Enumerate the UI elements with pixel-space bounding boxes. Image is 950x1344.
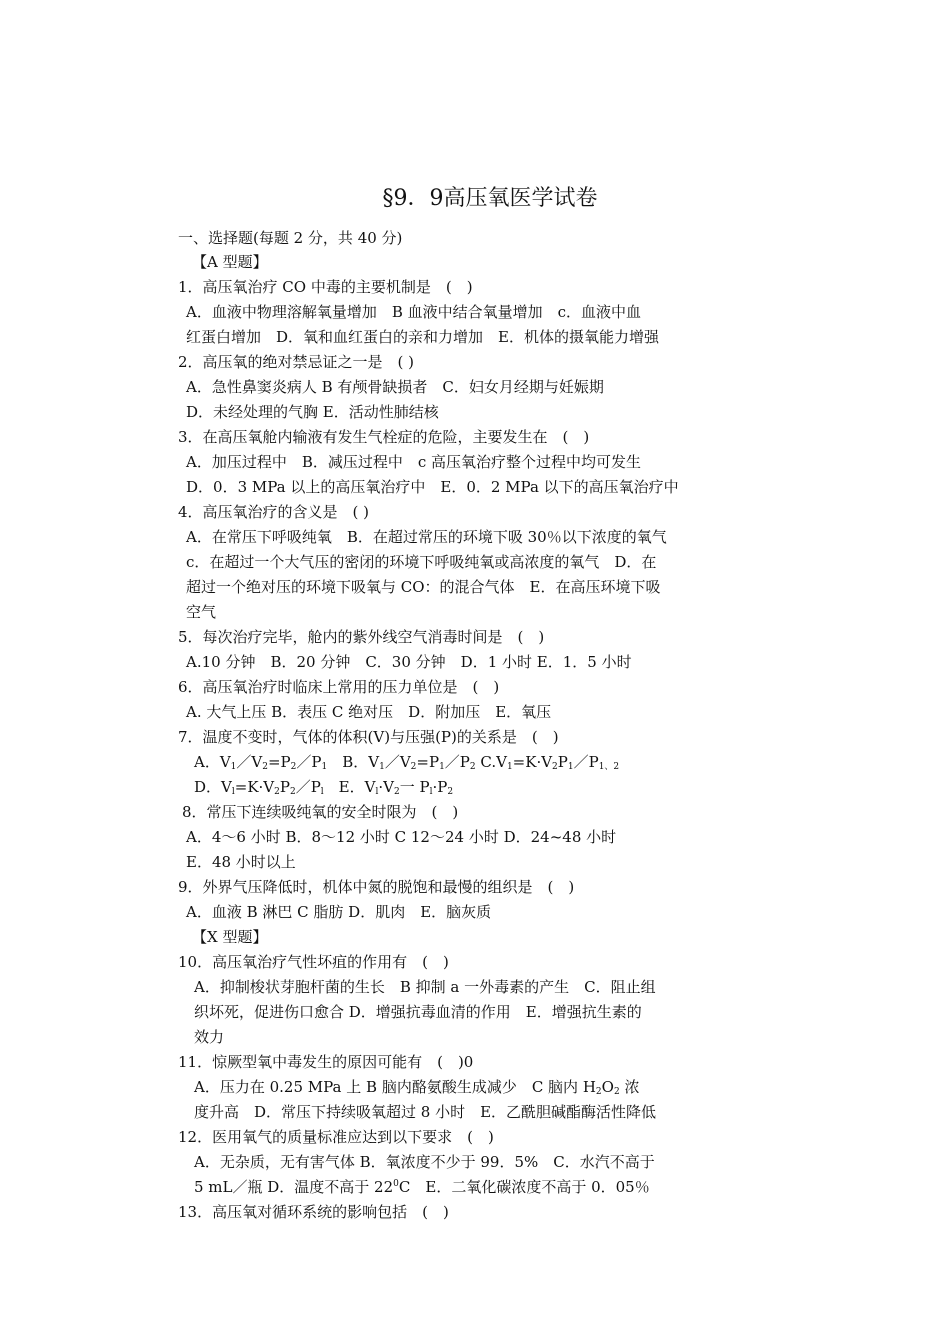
text-line: 5．每次治疗完毕，舱内的紫外线空气消毒时间是 ( ) (178, 628, 545, 646)
text-line: D．0．3 MPa 以上的高压氧治疗中 E．0．2 MPa 以下的高压氧治疗中 (186, 478, 679, 496)
text-line: A．压力在 0.25 MPa 上 B 脑内酪氨酸生成减少 C 脑内 $H_2O_2$ 浓 (194, 1078, 640, 1097)
text-line: 超过一个绝对压的环境下吸氧与 CO：的混合气体 E．在高压环境下吸 (186, 578, 661, 596)
text-line: 红蛋白增加 D．氧和血红蛋白的亲和力增加 E．机体的摄氧能力增强 (186, 328, 659, 346)
text-line: A．4～6 小时 B．8～12 小时 C 12～24 小时 D．24~48 小时 (186, 828, 617, 846)
text-line: A．无杂质，无有害气体 B．氧浓度不少于 99．5% C．水汽不高于 (194, 1153, 655, 1171)
text-line: A．血液中物理溶解氧量增加 B 血液中结合氧量增加 c．血液中血 (186, 303, 642, 321)
text-line: A．在常压下呼吸纯氧 B．在超过常压的环境下吸 30％以下浓度的氧气 (186, 528, 667, 546)
text-line: E．48 小时以上 (186, 853, 296, 871)
text-line: A．急性鼻窦炎病人 B 有颅骨缺损者 C．妇女月经期与妊娠期 (186, 378, 604, 396)
text-line: A．$V_1/V_2=P_2/P_1$ B．$V_1/V_2=P_1/P_2$ $C.V_1=K\cdot V_2P_1/P_{1、2}$ (194, 753, 620, 772)
text-line: 效力 (194, 1028, 225, 1046)
text-line: D．$V_l=K\cdot V_2P_2/P_l$ E．$V_l\cdot V_2$一 $P_l\cdot P_2$ (194, 778, 454, 797)
text-line: A.10 分钟 B．20 分钟 C．30 分钟 D．1 小时 E．1．5 小时 (186, 653, 632, 671)
document-title: §9．9高压氧医学试卷 (382, 186, 598, 211)
text-line: A．血液 B 淋巴 C 脂肪 D．肌肉 E．脑灰质 (186, 903, 492, 921)
text-line: 5 mL／瓶 D．温度不高于 $22^0C$ E．二氧化碳浓度不高于 0．05％ (194, 1178, 650, 1196)
text-line: 织坏死，促进伤口愈合 D．增强抗毒血清的作用 E．增强抗生素的 (194, 1003, 642, 1021)
text-line: 7．温度不变时，气体的体积(V)与压强(P)的关系是 ( ) (178, 728, 559, 746)
text-line: 13．高压氧对循环系统的影响包括 ( ) (178, 1203, 449, 1221)
text-line: c．在超过一个大气压的密闭的环境下呼吸纯氧或高浓度的氧气 D．在 (186, 553, 657, 571)
text-line: 6．高压氧治疗时临床上常用的压力单位是 ( ) (178, 678, 500, 696)
text-line: 一、选择题(每题 2 分，共 40 分) (178, 229, 403, 247)
text-line: 【A 型题】 (192, 253, 268, 271)
text-line: D．未经处理的气胸 E．活动性肺结核 (186, 403, 439, 421)
text-line: 度升高 D．常压下持续吸氧超过 8 小时 E．乙酰胆碱酯酶活性降低 (194, 1103, 657, 1121)
text-line: 1．高压氧治疗 CO 中毒的主要机制是 ( ) (178, 278, 473, 296)
text-line: 12．医用氧气的质量标准应达到以下要求 ( ) (178, 1128, 494, 1146)
text-line: 11．惊厥型氧中毒发生的原因可能有 ( )0 (178, 1053, 474, 1071)
text-line: A. 大气上压 B．表压 C 绝对压 D．附加压 E．氧压 (186, 703, 552, 721)
text-line: 4．高压氧治疗的含义是 ( ) (178, 503, 370, 521)
text-line: 9．外界气压降低时，机体中氮的脱饱和最慢的组织是 ( ) (178, 878, 575, 896)
text-line: 8．常压下连续吸纯氧的安全时限为 ( ) (182, 803, 459, 821)
text-line: A．加压过程中 B．减压过程中 c 高压氧治疗整个过程中均可发生 (186, 453, 642, 471)
text-line: 空气 (186, 603, 217, 621)
text-line: 10．高压氧治疗气性坏疽的作用有 ( ) (178, 953, 449, 971)
text-line: A．抑制梭状芽胞杆菌的生长 B 抑制 a 一外毒素的产生 C．阻止组 (194, 978, 656, 996)
text-line: 【X 型题】 (192, 928, 268, 946)
text-line: 2．高压氧的绝对禁忌证之一是 ( ) (178, 353, 415, 371)
text-line: 3．在高压氧舱内输液有发生气栓症的危险，主要发生在 ( ) (178, 428, 590, 446)
